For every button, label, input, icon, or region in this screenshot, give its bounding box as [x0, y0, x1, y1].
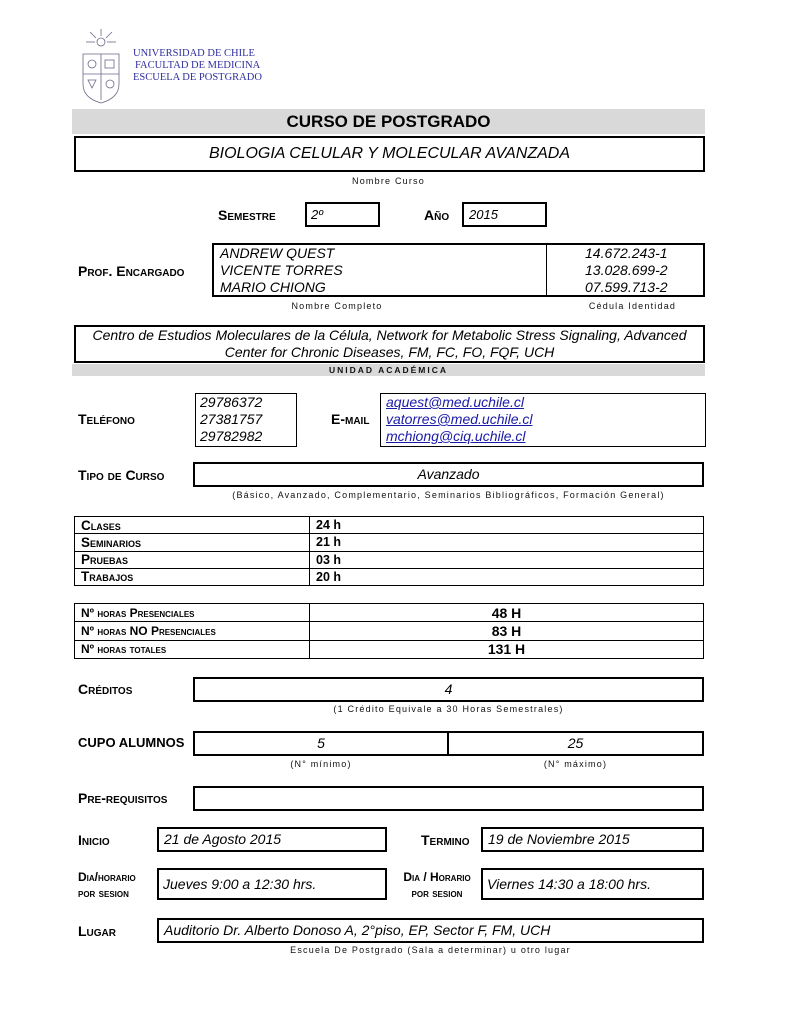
start-field[interactable] — [157, 827, 387, 852]
professor-ids — [585, 245, 668, 296]
university-seal-icon — [80, 28, 122, 104]
course-name-caption: Nombre Curso — [352, 176, 425, 186]
hours-value: 83 H — [310, 622, 704, 640]
credits-caption: (1 Crédito Equivale a 30 Horas Semestrales) — [333, 704, 564, 714]
activity-value: 20 h — [310, 568, 704, 585]
table-row — [75, 517, 704, 534]
professor-name: ANDREW QUEST — [220, 245, 335, 261]
hours-value: 131 H — [310, 640, 704, 658]
phone-box[interactable] — [195, 393, 297, 447]
year-label: Año — [424, 207, 450, 223]
semester-label: Semestre — [218, 207, 276, 223]
table-row — [75, 551, 704, 568]
phone-number: 29782982 — [200, 428, 263, 444]
quota-max-caption: (N° máximo) — [543, 759, 608, 769]
academic-unit-caption: UNIDAD ACADÉMICA — [72, 364, 705, 376]
schedule2-label — [396, 869, 478, 901]
quota-min-field[interactable] — [193, 731, 449, 756]
credits-label: Créditos — [78, 681, 133, 697]
phone-number: 27381757 — [200, 411, 263, 427]
hours-label: Nº horas Presenciales — [75, 604, 310, 622]
course-name: BIOLOGIA CELULAR Y MOLECULAR AVANZADA — [208, 145, 570, 162]
email-link[interactable]: vatorres@med.uchile.cl — [386, 411, 533, 427]
hours-label: Nº horas NO Presenciales — [75, 622, 310, 640]
quota-max-field[interactable] — [447, 731, 704, 756]
activity-label: Trabajos — [75, 568, 310, 585]
start-label: Inicio — [78, 832, 110, 848]
activity-value: 03 h — [310, 551, 704, 568]
faculty-name: FACULTAD DE MEDICINA — [135, 60, 261, 71]
credits-field[interactable] — [193, 677, 704, 702]
activity-label: Seminarios — [75, 534, 310, 551]
professor-name: VICENTE TORRES — [220, 262, 343, 278]
professors-divider — [546, 245, 547, 295]
course-type-field[interactable] — [193, 462, 704, 487]
school-name: ESCUELA DE POSTGRADO — [133, 72, 262, 83]
university-name: UNIVERSIDAD DE CHILE — [133, 48, 255, 59]
end-value: 19 de Noviembre 2015 — [488, 831, 630, 847]
page-title: CURSO DE POSTGRADO — [286, 112, 491, 131]
table-row — [75, 640, 704, 658]
schedule2-label-line2: por sesion — [411, 886, 463, 900]
table-row — [75, 622, 704, 640]
start-value: 21 de Agosto 2015 — [164, 831, 282, 847]
year-value: 2015 — [469, 207, 498, 222]
professors-label: Prof. Encargado — [78, 263, 185, 279]
hours-value: 48 H — [310, 604, 704, 622]
schedule2-value: Viernes 14:30 a 18:00 hrs. — [487, 876, 651, 892]
professor-id: 07.599.713-2 — [585, 279, 668, 295]
professor-names — [220, 245, 343, 296]
credits-value: 4 — [444, 681, 453, 697]
quota-label: CUPO ALUMNOS — [78, 735, 185, 750]
table-row — [75, 568, 704, 585]
activity-label: Pruebas — [75, 551, 310, 568]
schedule1-field[interactable] — [157, 868, 387, 900]
course-type-caption: (Básico, Avanzado, Complementario, Seminarios Bibliográficos, Formación General) — [232, 490, 665, 500]
end-label: Termino — [421, 832, 470, 848]
email-label: E-mail — [331, 411, 370, 427]
course-type-label: Tipo de Curso — [78, 467, 165, 483]
table-row — [75, 604, 704, 622]
activities-table — [74, 516, 704, 586]
phone-label: Teléfono — [78, 411, 135, 427]
hours-table — [74, 603, 704, 659]
place-value: Auditorio Dr. Alberto Donoso A, 2°piso, EP, Sector F, FM, UCH — [164, 922, 551, 938]
email-box[interactable] — [380, 393, 706, 447]
institution-header — [133, 48, 262, 84]
email-link[interactable]: mchiong@ciq.uchile.cl — [386, 428, 526, 444]
academic-unit-box[interactable] — [74, 325, 705, 363]
quota-max-value: 25 — [567, 735, 584, 751]
course-name-box — [74, 136, 705, 172]
professors-box[interactable] — [212, 243, 705, 297]
activity-value: 24 h — [310, 517, 704, 534]
hours-label: Nº horas totales — [75, 640, 310, 658]
name-caption: Nombre Completo — [291, 301, 383, 311]
activity-value: 21 h — [310, 534, 704, 551]
phone-number: 29786372 — [200, 394, 263, 410]
professor-name: MARIO CHIONG — [220, 279, 326, 295]
activity-label: Clases — [75, 517, 310, 534]
quota-min-caption: (N° mínimo) — [290, 759, 352, 769]
id-caption: Cédula Identidad — [588, 301, 677, 311]
schedule2-field[interactable] — [481, 868, 704, 900]
schedule1-label — [78, 869, 136, 901]
schedule1-value: Jueves 9:00 a 12:30 hrs. — [163, 876, 317, 892]
course-type-value: Avanzado — [417, 466, 480, 482]
professor-id: 14.672.243-1 — [585, 245, 668, 261]
schedule2-label-line1: Dia / Horario — [403, 870, 471, 884]
prereq-label: Pre-requisitos — [78, 790, 168, 806]
semester-field[interactable] — [305, 202, 380, 227]
schedule1-label-line2: por sesion — [78, 886, 129, 900]
place-label: Lugar — [78, 923, 116, 939]
email-link[interactable]: aquest@med.uchile.cl — [386, 394, 524, 410]
semester-value: 2º — [311, 207, 323, 222]
table-row — [75, 534, 704, 551]
schedule1-label-line1: Dia/horario — [78, 870, 136, 884]
year-field[interactable] — [462, 202, 547, 227]
quota-min-value: 5 — [317, 735, 325, 751]
title-bar — [72, 109, 705, 134]
place-field[interactable] — [157, 918, 704, 943]
end-field[interactable] — [481, 827, 704, 852]
professor-id: 13.028.699-2 — [585, 262, 668, 278]
place-caption: Escuela De Postgrado (Sala a determinar) u otro lugar — [290, 945, 571, 955]
prereq-field[interactable] — [193, 786, 704, 811]
academic-unit-value: Centro de Estudios Moleculares de la Célula, Network for Metabolic Stress Signaling, Advanced Center for Chronic Diseases, FM, FC, FO, FQF, UCH — [92, 327, 687, 360]
